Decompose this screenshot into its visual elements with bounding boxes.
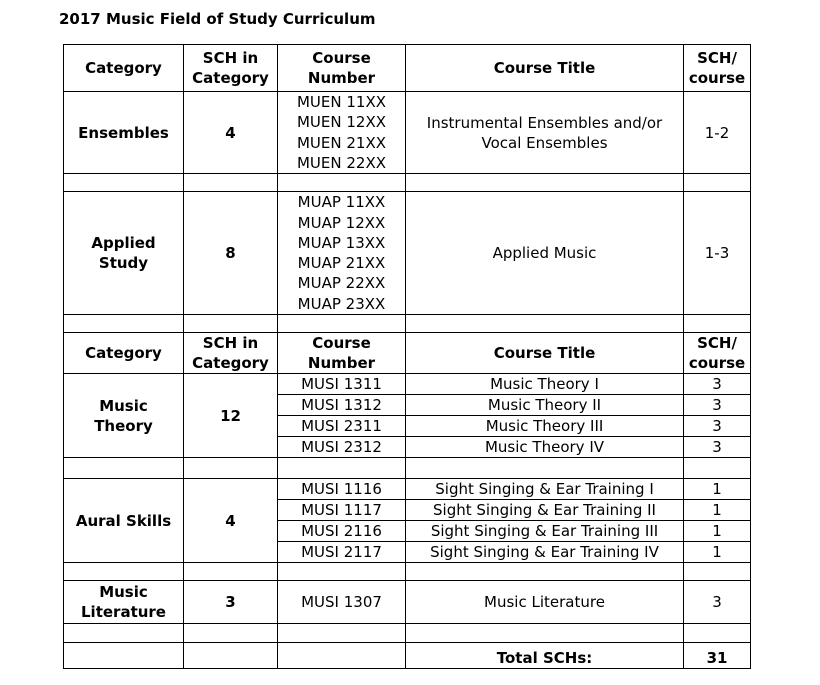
course-title-ensembles: Instrumental Ensembles and/or Vocal Ensembles — [406, 92, 684, 174]
sch-ensembles: 4 — [184, 92, 278, 174]
header-category: Category — [64, 333, 184, 374]
theory-row — [64, 374, 751, 395]
category-applied: Applied Study — [64, 192, 184, 315]
category-theory: Music Theory — [64, 374, 184, 458]
course-title: Sight Singing & Ear Training IV — [406, 542, 684, 563]
page-title: 2017 Music Field of Study Curriculum — [59, 10, 376, 28]
header-sch-in-category: SCH in Category — [184, 333, 278, 374]
sch-literature: 3 — [184, 581, 278, 624]
course-number: MUSI 2311 — [278, 416, 406, 437]
course-title: Music Theory III — [406, 416, 684, 437]
sch-applied: 8 — [184, 192, 278, 315]
spacer-row — [64, 315, 751, 333]
category-literature: Music Literature — [64, 581, 184, 624]
sch-course: 3 — [684, 581, 751, 624]
spacer-row — [64, 458, 751, 479]
header-course-number: Course Number — [278, 333, 406, 374]
total-row — [64, 643, 751, 669]
ensembles-row — [64, 92, 751, 174]
sch-course: 3 — [684, 374, 751, 395]
sch-course: 1 — [684, 500, 751, 521]
course-title: Sight Singing & Ear Training III — [406, 521, 684, 542]
course-number: MUSI 1307 — [278, 581, 406, 624]
sch-course: 1 — [684, 521, 751, 542]
header-course-title: Course Title — [406, 333, 684, 374]
sch-aural: 4 — [184, 479, 278, 563]
literature-row — [64, 581, 751, 624]
header-sch-in-category: SCH in Category — [184, 45, 278, 92]
course-title: Music Theory IV — [406, 437, 684, 458]
course-numbers-ensembles: MUEN 11XX MUEN 12XX MUEN 21XX MUEN 22XX — [278, 92, 406, 174]
course-number: MUSI 1116 — [278, 479, 406, 500]
header-sch-course: SCH/ course — [684, 45, 751, 92]
course-title: Music Theory I — [406, 374, 684, 395]
course-number: MUSI 2117 — [278, 542, 406, 563]
sch-course: 3 — [684, 437, 751, 458]
course-numbers-applied: MUAP 11XX MUAP 12XX MUAP 13XX MUAP 21XX MUAP 22XX MUAP 23XX — [278, 192, 406, 315]
header-course-title: Course Title — [406, 45, 684, 92]
applied-row — [64, 192, 751, 315]
sch-course-ensembles: 1-2 — [684, 92, 751, 174]
sch-course: 1 — [684, 479, 751, 500]
header-sch-course: SCH/ course — [684, 333, 751, 374]
header-course-number: Course Number — [278, 45, 406, 92]
course-title: Music Literature — [406, 581, 684, 624]
spacer-row — [64, 624, 751, 643]
course-number: MUSI 2116 — [278, 521, 406, 542]
sch-course: 3 — [684, 395, 751, 416]
category-ensembles: Ensembles — [64, 92, 184, 174]
header-row-2 — [64, 333, 751, 374]
course-title: Music Theory II — [406, 395, 684, 416]
sch-theory: 12 — [184, 374, 278, 458]
course-number: MUSI 1117 — [278, 500, 406, 521]
total-label: Total SCHs: — [406, 643, 684, 669]
header-row — [64, 45, 751, 92]
course-number: MUSI 1312 — [278, 395, 406, 416]
total-value: 31 — [684, 643, 751, 669]
course-title-applied: Applied Music — [406, 192, 684, 315]
sch-course-applied: 1-3 — [684, 192, 751, 315]
category-aural: Aural Skills — [64, 479, 184, 563]
sch-course: 3 — [684, 416, 751, 437]
spacer-row — [64, 563, 751, 581]
course-title: Sight Singing & Ear Training I — [406, 479, 684, 500]
course-number: MUSI 1311 — [278, 374, 406, 395]
sch-course: 1 — [684, 542, 751, 563]
curriculum-table — [63, 44, 751, 669]
spacer-row — [64, 174, 751, 192]
course-title: Sight Singing & Ear Training II — [406, 500, 684, 521]
aural-row — [64, 479, 751, 500]
header-category: Category — [64, 45, 184, 92]
course-number: MUSI 2312 — [278, 437, 406, 458]
